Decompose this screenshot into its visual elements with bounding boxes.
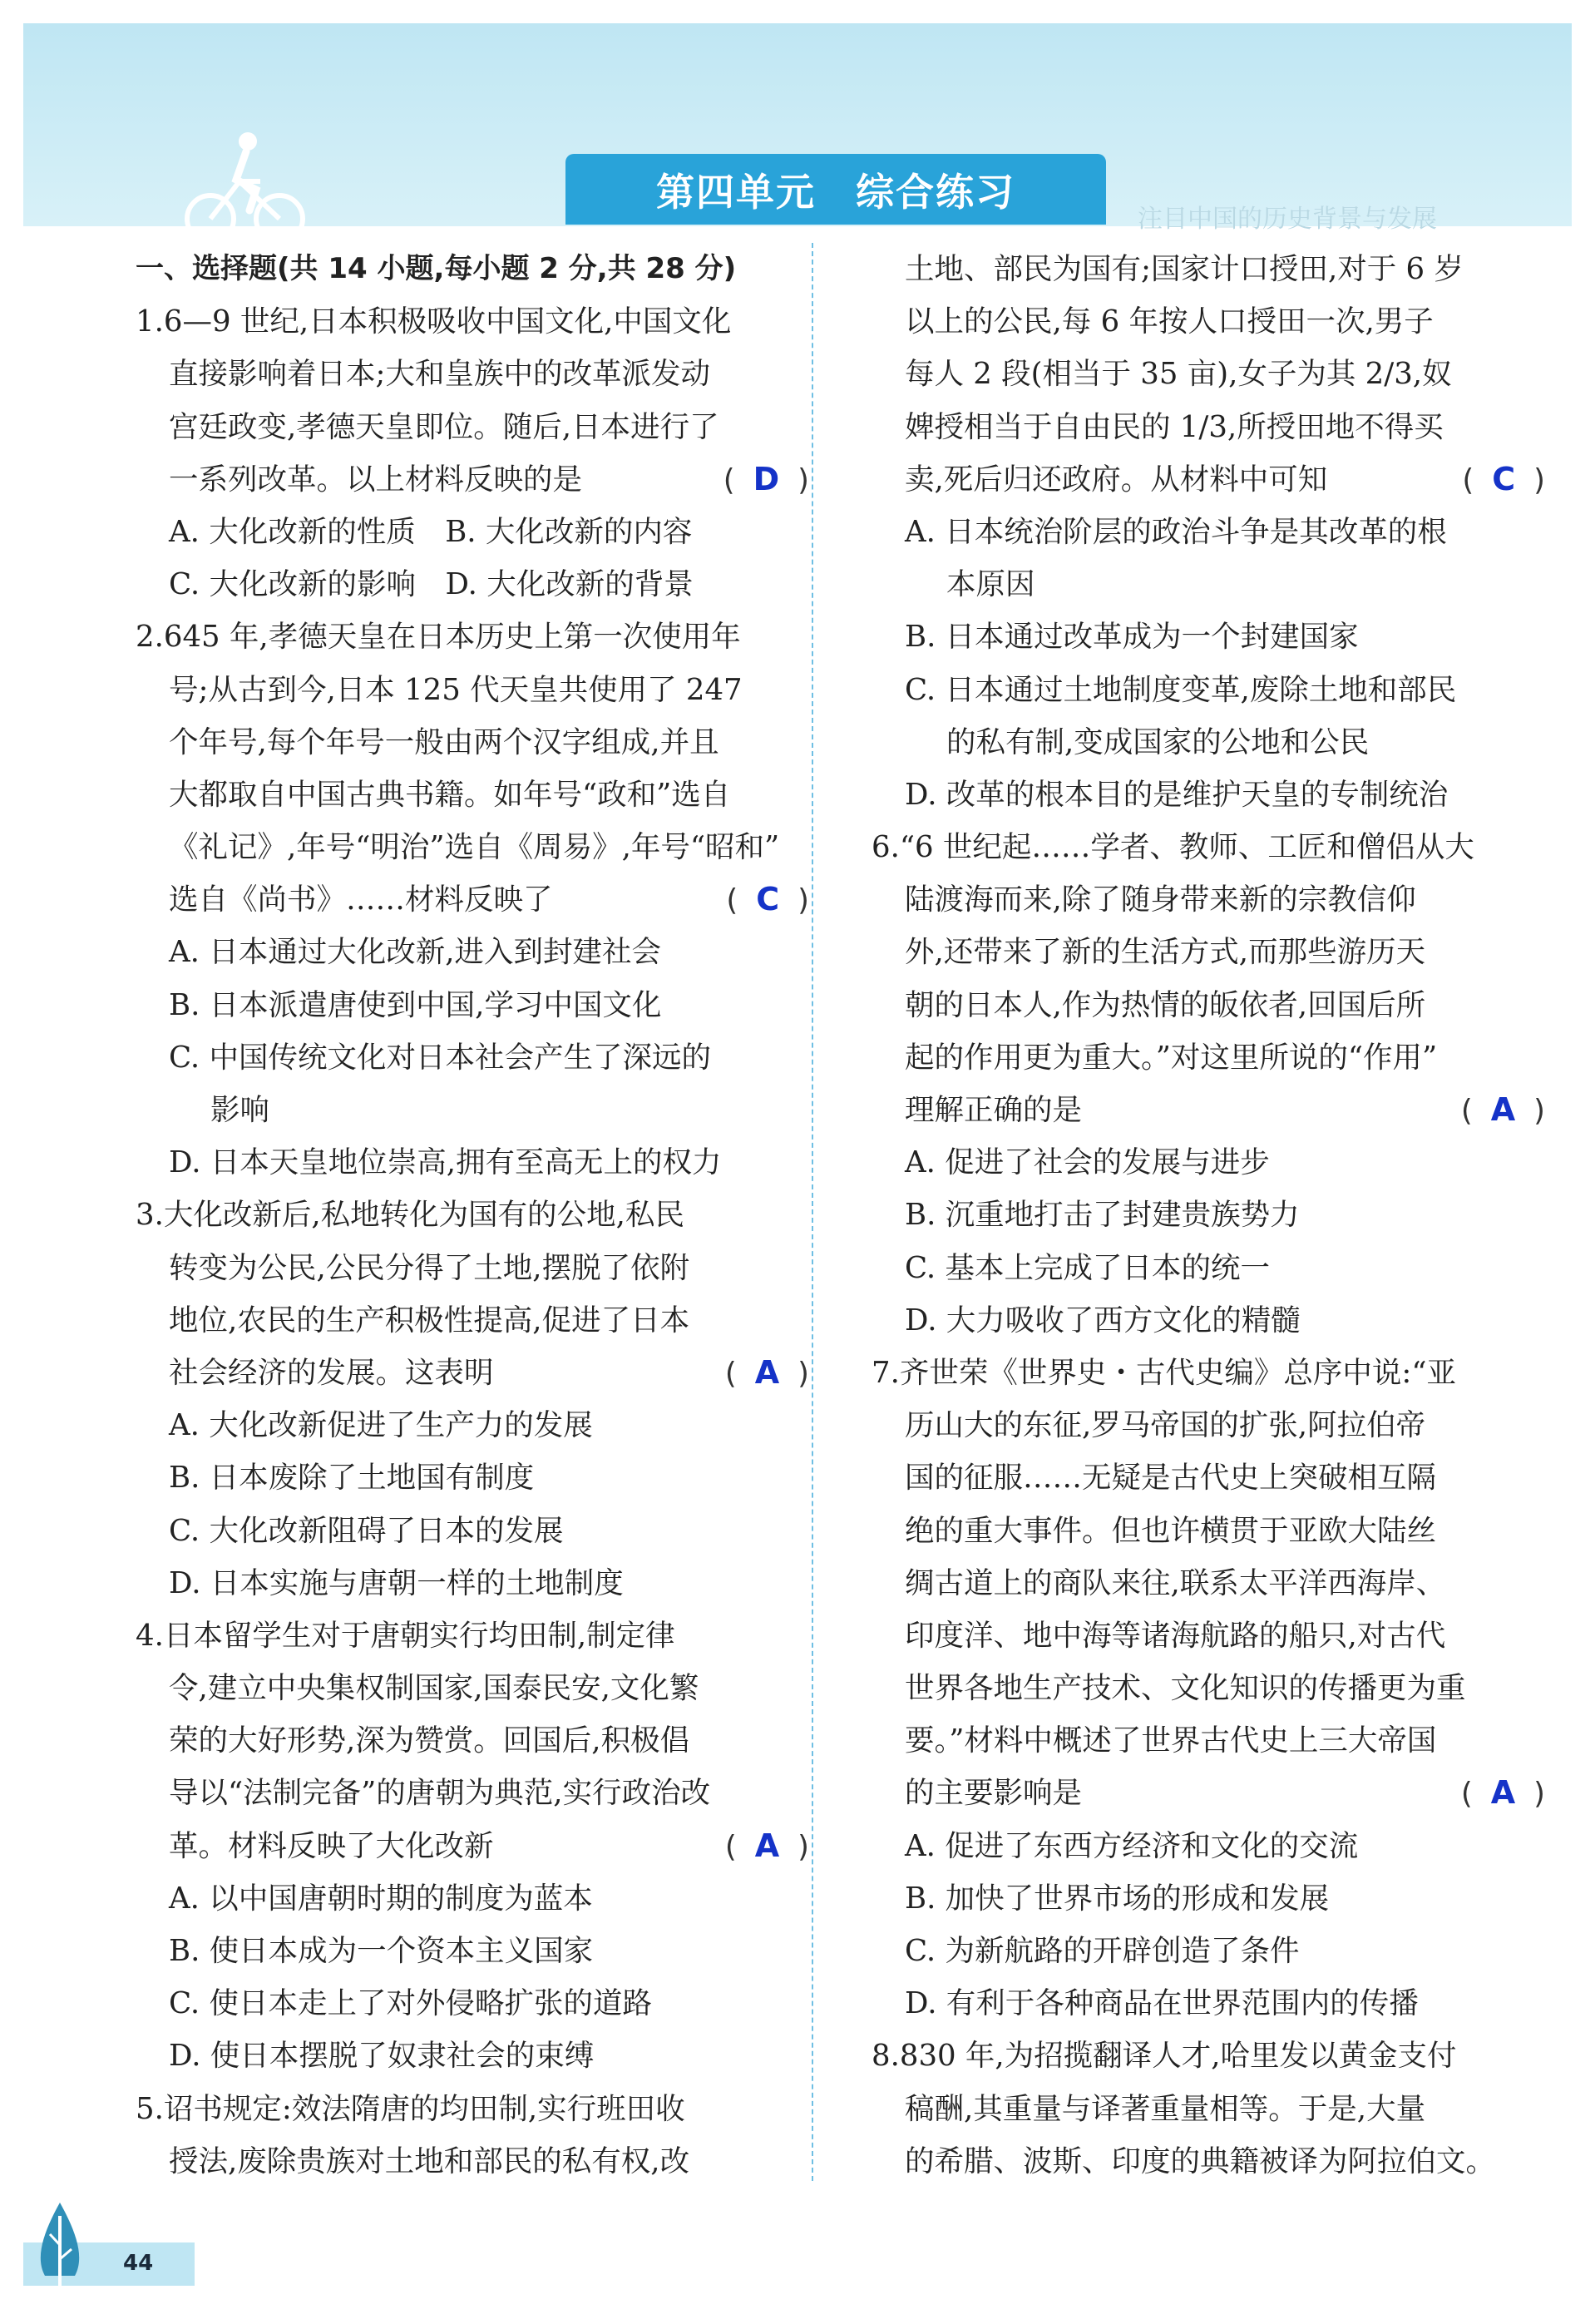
question-line [872,2135,1545,2188]
option-line [872,1294,1545,1347]
banner-faint-text: 注目中国的历史背景与发展 [1138,205,1437,234]
question-line-text: 一系列改革。以上材料反映的是 [169,462,583,497]
answer-letter: A [1490,1774,1516,1812]
question-line-text: 理解正确的是 [905,1093,1083,1127]
question-line-text: 的希腊、波斯、印度的典籍被译为阿拉伯文。 [905,2144,1496,2178]
close-paren: ) [1533,1094,1545,1128]
question-line-text: 起的作用更为重大。”对这里所说的“作用” [905,1040,1438,1075]
option-line [872,769,1545,821]
option-line-text: B. 沉重地打击了封建贵族势力 [905,1198,1300,1233]
question-line [136,1189,809,1241]
option-line [872,611,1545,663]
question-line-text: 授法,废除贵族对土地和部民的私有权,改 [169,2144,690,2178]
question-line [136,453,809,506]
option-line [136,1557,809,1609]
option-line-text: B. 加快了世界市场的形成和发展 [905,1881,1330,1916]
question-line-text: 稿酬,其重量与译著重量相等。于是,大量 [905,2091,1426,2126]
open-paren: ( [1462,462,1474,497]
question-line-text: 每人 2 段(相当于 35 亩),女子为其 2/3,奴 [905,357,1452,392]
question-line [872,401,1545,453]
question-line-text: 朝的日本人,作为热情的皈依者,回国后所 [905,987,1426,1022]
option-line-text: A. 日本统治阶层的政治斗争是其改革的根 [905,514,1447,549]
answer-bracket [1462,453,1545,506]
option-line-text: A. 促进了社会的发展与进步 [905,1145,1270,1180]
question-line-text: 2.645 年,孝德天皇在日本历史上第一次使用年 [136,620,741,655]
answer-letter: A [1490,1091,1516,1128]
question-line [872,1347,1545,1399]
option-line-text: B. 日本废除了土地国有制度 [169,1461,535,1496]
question-line-text: 选自《尚书》……材料反映了 [169,883,553,917]
question-line-text: 《礼记》,年号“明治”选自《周易》,年号“昭和” [169,830,780,865]
question-line-text: 世界各地生产技术、文化知识的传播更为重 [905,1671,1466,1706]
question-line-text: 8.830 年,为招揽翻译人才,哈里发以黄金支付 [872,2039,1457,2074]
question-line-text: 要。”材料中概述了世界古代史上三大帝国 [905,1723,1437,1758]
question-line [136,1820,809,1872]
question-line-text: 7.齐世荣《世界史・古代史编》总序中说:“亚 [872,1355,1456,1390]
question-line [136,611,809,663]
close-paren: ) [798,462,809,497]
option-line [872,1820,1545,1872]
question-line [136,348,809,400]
close-paren: ) [798,883,809,918]
option-line-text: D. 日本实施与唐朝一样的土地制度 [169,1565,624,1600]
question-line [872,1084,1545,1136]
question-line [872,2083,1545,2135]
question-line-text: 印度洋、地中海等诸海航路的船只,对古代 [905,1618,1446,1653]
option-line-text: A. 大化改新促进了生产力的发展 [169,1408,593,1443]
option-line-text: C. 基本上完成了日本的统一 [905,1250,1270,1285]
open-paren: ( [1460,1777,1473,1812]
question-line-text: 号;从古到今,日本 125 代天皇共使用了 247 [169,672,743,707]
question-line [136,1714,809,1767]
option-line [872,1242,1545,1294]
option-line-text: C. 日本通过土地制度变革,废除土地和部民 [905,672,1457,707]
question-line-text: 宫廷政变,孝德天皇即位。随后,日本进行了 [169,409,719,444]
answer-bracket [1461,1084,1545,1136]
question-line-text: 绸古道上的商队来往,联系太平洋西海岸、 [905,1565,1446,1600]
question-line [136,2083,809,2135]
question-line [872,926,1545,978]
question-line-text: 绝的重大事件。但也许横贯于亚欧大陆丝 [905,1513,1437,1548]
page-title: 第四单元 综合练习 [565,154,1106,225]
question-line [872,1662,1545,1714]
question-line [136,821,809,873]
question-line-text: 历山大的东征,罗马帝国的扩张,阿拉伯帝 [905,1408,1426,1443]
option-line-text: C. 大化改新的影响 D. 大化改新的背景 [169,567,694,602]
option-line-text: A. 大化改新的性质 B. 大化改新的内容 [169,514,693,549]
answer-letter: C [1492,460,1516,497]
option-line [872,716,1545,769]
question-line-text: 5.诏书规定:效法隋唐的均田制,实行班田收 [136,2091,685,2126]
question-line [872,873,1545,926]
option-line [136,2030,809,2082]
option-line [872,1136,1545,1189]
option-line [872,1977,1545,2030]
question-line-text: 地位,农民的生产积极性提高,促进了日本 [169,1303,690,1338]
question-line-text: 革。材料反映了大化改新 [169,1828,494,1863]
option-line-text: 的私有制,变成国家的公地和公民 [946,724,1370,759]
option-line [136,1977,809,2030]
question-line [872,821,1545,873]
question-line-text: 外,还带来了新的生活方式,而那些游历天 [905,935,1426,970]
question-line [872,979,1545,1031]
option-line [872,506,1545,558]
question-line-text: 大都取自中国古典书籍。如年号“政和”选自 [169,777,731,812]
question-line [872,453,1545,506]
answer-letter: A [754,1353,780,1391]
option-line [872,664,1545,716]
question-line-text: 陆渡海而来,除了随身带来新的宗教信仰 [905,883,1416,917]
left-column [136,243,809,2188]
option-line-text: A. 以中国唐朝时期的制度为蓝本 [169,1881,593,1916]
open-paren: ( [726,883,738,918]
question-line-text: 令,建立中央集权制国家,国泰民安,文化繁 [169,1671,699,1706]
option-line-text: D. 大力吸收了西方文化的精髓 [905,1303,1301,1338]
answer-letter: D [753,460,780,497]
question-line [872,348,1545,400]
question-line-text: 个年号,每个年号一般由两个汉字组成,并且 [169,724,719,759]
close-paren: ) [798,1356,809,1391]
question-line-text: 的主要影响是 [905,1776,1083,1811]
option-line-text: C. 为新航路的开辟创造了条件 [905,1934,1300,1968]
question-line [136,1662,809,1714]
question-line [872,1609,1545,1662]
option-line-text: A. 日本通过大化改新,进入到封建社会 [169,935,661,970]
option-line [136,1136,809,1189]
question-line-text: 6.“6 世纪起……学者、教师、工匠和僧侣从大 [872,830,1474,865]
option-line [136,1505,809,1557]
option-line-text: D. 使日本摆脱了奴隶社会的束缚 [169,2039,595,2074]
question-line [872,1031,1545,1084]
section-heading-text: 一、选择题(共 14 小题,每小题 2 分,共 28 分) [136,252,737,285]
question-line [872,243,1545,295]
option-line [136,979,809,1031]
answer-letter: C [756,881,780,918]
question-line-text: 国的征服……无疑是古代史上突破相互隔 [905,1461,1437,1496]
question-line-text: 3.大化改新后,私地转化为国有的公地,私民 [136,1198,684,1233]
option-line [872,1925,1545,1977]
question-line [872,1714,1545,1767]
answer-letter: A [754,1827,780,1864]
question-line [872,1767,1545,1819]
right-column [872,243,1545,2188]
option-line [136,1031,809,1084]
option-line-text: C. 使日本走上了对外侵略扩张的道路 [169,1986,652,2021]
option-line-text: D. 改革的根本目的是维护天皇的专制统治 [905,777,1449,812]
option-line [136,1399,809,1451]
question-line [136,401,809,453]
open-paren: ( [1460,1094,1473,1128]
open-paren: ( [724,1356,737,1391]
question-line-text: 4.日本留学生对于唐朝实行均田制,制定律 [136,1618,675,1653]
answer-bracket [725,1820,809,1872]
option-line [136,1451,809,1504]
option-line-text: A. 促进了东西方经济和文化的交流 [905,1828,1359,1863]
question-line-text: 直接影响着日本;大和皇族中的改革派发动 [169,357,710,392]
option-line [872,1189,1545,1241]
question-line [872,1505,1545,1557]
option-line [136,1872,809,1925]
question-line [136,1242,809,1294]
question-line-text: 荣的大好形势,深为赞赏。回国后,积极倡 [169,1723,690,1758]
option-line [136,558,809,611]
open-paren: ( [724,1829,737,1864]
answer-bracket [723,453,809,506]
question-line [136,769,809,821]
open-paren: ( [723,462,735,497]
option-line [136,926,809,978]
question-line [136,1294,809,1347]
question-line-text: 社会经济的发展。这表明 [169,1355,494,1390]
question-line [872,1557,1545,1609]
option-line [136,506,809,558]
option-line [136,1084,809,1136]
option-line-text: B. 日本派遣唐使到中国,学习中国文化 [169,987,662,1022]
option-line-text: 影响 [210,1093,270,1127]
question-line [872,295,1545,348]
question-line [136,1609,809,1662]
option-line-text: C. 中国传统文化对日本社会产生了深远的 [169,1040,711,1075]
option-line-text: D. 日本天皇地位崇高,拥有至高无上的权力 [169,1145,722,1180]
option-line-text: C. 大化改新阻碍了日本的发展 [169,1513,564,1548]
tree-icon [27,2199,93,2291]
question-line-text: 转变为公民,公民分得了土地,摆脱了依附 [169,1250,690,1285]
question-line-text: 婢授相当于自由民的 1/3,所授田地不得买 [905,409,1444,444]
option-line-text: 本原因 [946,567,1035,602]
close-paren: ) [1533,1777,1545,1812]
option-line-text: D. 有利于各种商品在世界范围内的传播 [905,1986,1419,2021]
answer-bracket [726,873,809,926]
option-line [872,558,1545,611]
question-line-text: 卖,死后归还政府。从材料中可知 [905,462,1328,497]
question-line [136,873,809,926]
question-line [136,295,809,348]
question-line [136,664,809,716]
option-line-text: B. 日本通过改革成为一个封建国家 [905,620,1359,655]
page-number: 44 [123,2251,154,2276]
option-line [136,1925,809,1977]
cyclist-icon [181,131,306,248]
question-line [872,1399,1545,1451]
question-line-text: 土地、部民为国有;国家计口授田,对于 6 岁 [905,252,1464,286]
question-line-text: 导以“法制完备”的唐朝为典范,实行政治改 [169,1776,711,1811]
question-line [136,1767,809,1819]
column-divider [812,243,813,2181]
close-paren: ) [798,1829,809,1864]
question-line [136,2135,809,2188]
option-line [872,1872,1545,1925]
option-line-text: B. 使日本成为一个资本主义国家 [169,1934,594,1968]
question-line [136,716,809,769]
close-paren: ) [1533,462,1545,497]
question-line [872,2030,1545,2082]
question-line [872,1451,1545,1504]
answer-bracket [1461,1767,1545,1819]
question-line [136,1347,809,1399]
answer-bracket [725,1347,809,1399]
question-line-text: 1.6—9 世纪,日本积极吸收中国文化,中国文化 [136,304,732,339]
question-line-text: 以上的公民,每 6 年按人口授田一次,男子 [905,304,1434,339]
section-heading [136,243,809,295]
